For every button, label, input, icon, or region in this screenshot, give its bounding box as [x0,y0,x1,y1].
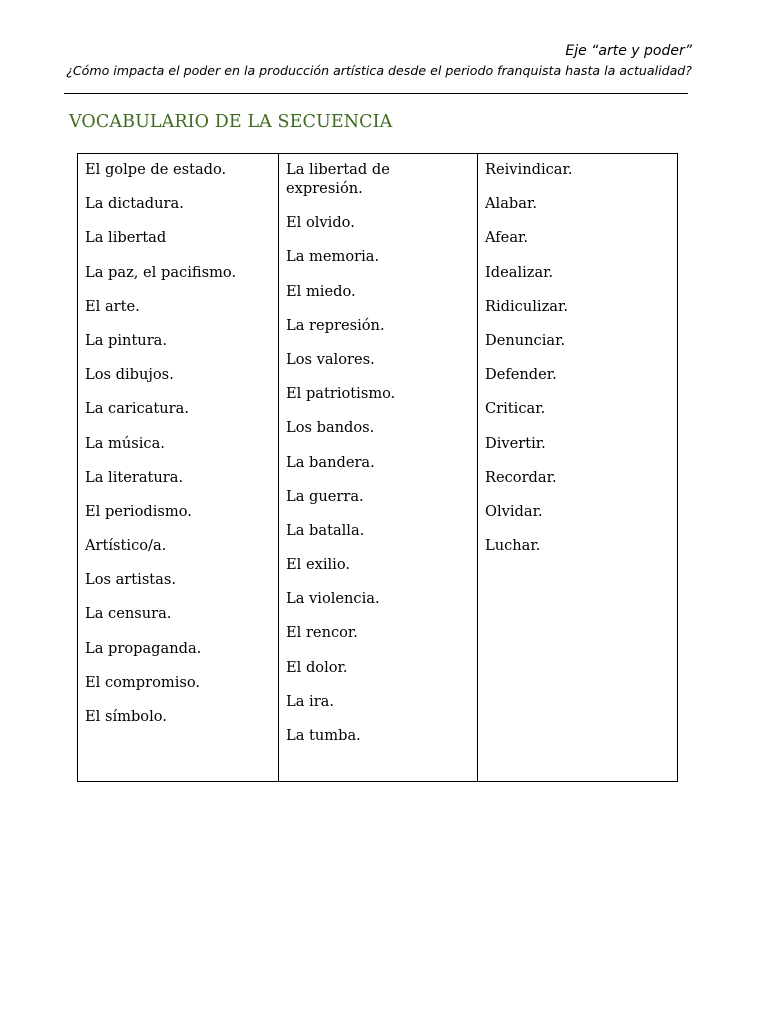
vocabulary-item: El exilio. [286,556,350,574]
vocabulary-item: Idealizar. [485,263,554,281]
vocabulary-item: La guerra. [286,487,364,505]
vocabulary-item: La ira. [286,692,335,710]
axis-label: Eje “arte y poder” [565,43,692,59]
vocabulary-item: El miedo. [286,282,356,300]
vocabulary-item: La memoria. [286,248,380,266]
vocabulary-item: La paz, el pacifismo. [85,263,237,281]
vocabulary-item: El dolor. [286,658,348,676]
vocabulary-item: Los bandos. [286,419,375,437]
vocabulary-item: Alabar. [485,195,537,213]
vocabulary-item: El símbolo. [85,708,167,725]
vocabulary-item: La propaganda. [85,639,202,657]
vocabulary-item: Olvidar. [485,502,543,520]
guiding-question: ¿Cómo impacta el poder en la producción artística desde el periodo franquista hasta la actualidad? [66,63,692,78]
vocabulary-list [85,160,271,726]
vocabulary-item: Divertir. [485,434,546,452]
vocabulary-item: Los dibujos. [85,366,174,384]
vocabulary-item: Los valores. [286,350,375,368]
vocabulary-item: Artístico/a. [85,537,167,555]
vocabulary-item: La pintura. [85,331,168,349]
vocabulary-item: La música. [85,434,165,452]
vocabulary-item: Afear. [485,229,529,247]
vocabulary-item: El patriotismo. [286,385,396,403]
vocabulary-item: La violencia. [286,590,380,608]
vocabulary-item: El periodismo. [85,502,192,520]
vocabulary-list [485,160,670,555]
page-header [66,42,692,79]
vocabulary-item: Defender. [485,366,557,384]
vocabulary-item: El rencor. [286,624,358,642]
vocabulary-item: La dictadura. [85,195,184,213]
vocabulary-item: El golpe de estado. [85,161,227,178]
section-title: VOCABULARIO DE LA SECUENCIA [69,112,393,132]
vocabulary-item: Reivindicar. [485,161,573,178]
vocabulary-item: La batalla. [286,521,365,539]
vocabulary-table [77,153,678,782]
vocabulary-item: Criticar. [485,400,546,418]
vocabulary-item: Los artistas. [85,571,176,589]
vocabulary-column-verbs [478,154,677,781]
vocabulary-item: La tumba. [286,727,361,744]
vocabulary-item: La bandera. [286,453,375,471]
vocabulary-item: La represión. [286,316,385,334]
vocabulary-item: El compromiso. [85,673,201,691]
vocabulary-item: El arte. [85,297,140,315]
header-divider [64,93,688,94]
vocabulary-column-nouns [78,154,279,781]
vocabulary-item: Ridiculizar. [485,297,568,315]
vocabulary-item: Recordar. [485,468,557,486]
vocabulary-item: Luchar. [485,537,541,555]
vocabulary-item: La literatura. [85,468,184,486]
vocabulary-item: La caricatura. [85,400,190,418]
vocabulary-item: Denunciar. [485,331,566,349]
vocabulary-item: La censura. [85,605,172,623]
vocabulary-column-concepts [279,154,478,781]
vocabulary-item: La libertad de expresión. [286,161,390,197]
vocabulary-item: El olvido. [286,214,355,232]
vocabulary-list [286,160,470,745]
vocabulary-item: La libertad [85,229,167,247]
